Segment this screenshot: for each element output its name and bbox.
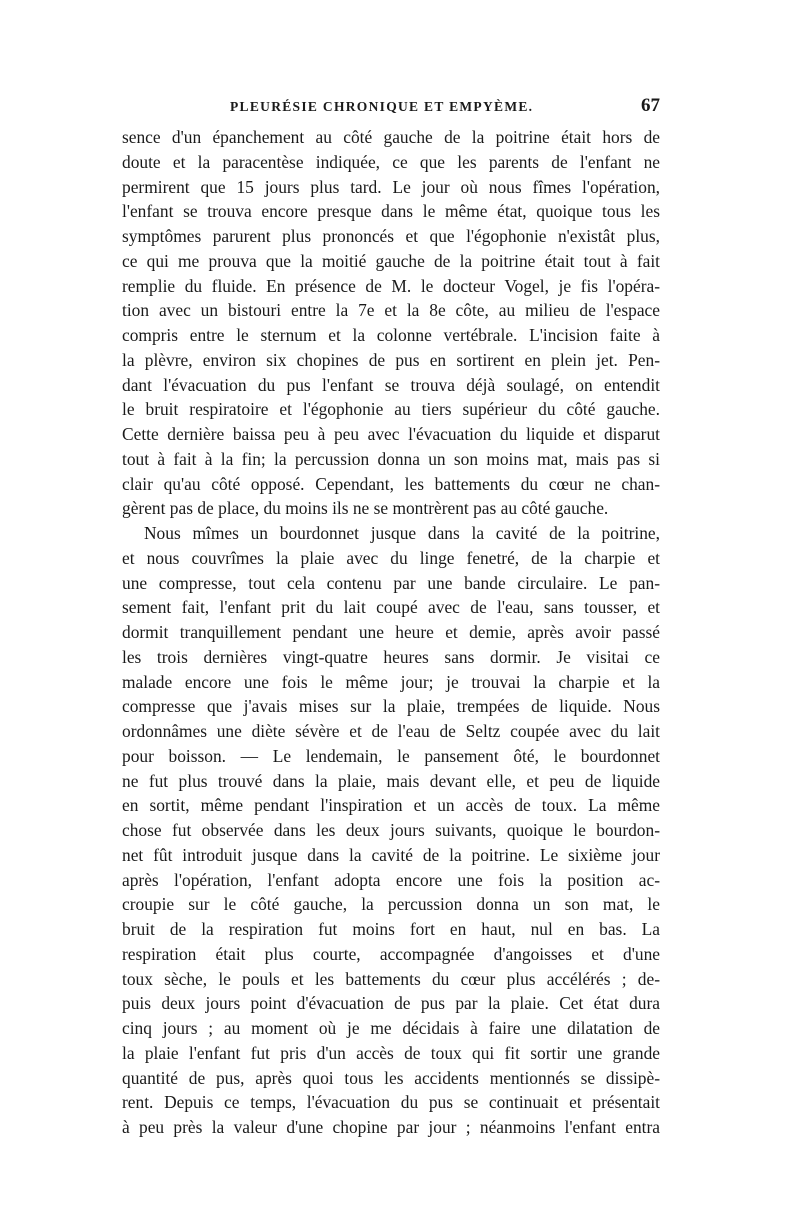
body-text (122, 125, 660, 1140)
text-line: rent. Depuis ce temps, l'évacuation du pus se continuait et présentait (122, 1092, 660, 1113)
text-line: malade encore une fois le même jour; je trouvai la charpie et la (122, 671, 660, 692)
text-line: les trois dernières vingt-quatre heures sans dormir. Je visitai ce (122, 646, 660, 667)
text-line: chose fut observée dans les deux jours suivants, quoique le bourdon- (122, 820, 660, 840)
text-line: le bruit respiratoire et l'égophonie au tiers supérieur du côté gauche. (122, 399, 660, 420)
text-line: la plaie l'enfant fut pris d'un accès de toux qui fit sortir une grande (122, 1042, 660, 1063)
text-line: ordonnâmes une diète sévère et de l'eau de Seltz coupée avec du lait (122, 721, 660, 741)
text-line: quantité de pus, après quoi tous les accidents mentionnés se dissipè- (122, 1067, 660, 1088)
text-line: Cette dernière baissa peu à peu avec l'évacuation du liquide et disparut (122, 424, 660, 444)
text-line: gèrent pas de place, du moins ils ne se montrèrent pas au côté gauche. (122, 498, 609, 519)
page-number: 67 (641, 95, 660, 116)
text-line: à peu près la valeur d'une chopine par jour ; néanmoins l'enfant entra (122, 1117, 660, 1137)
text-line: l'enfant se trouva encore presque dans le même état, quoique tous les (122, 201, 660, 222)
text-line: tout à fait à la fin; la percussion donna un son moins mat, mais pas si (122, 448, 660, 469)
text-line: net fût introduit jusque dans la cavité de la poitrine. Le sixième jour (122, 844, 660, 865)
running-title: PLEURÉSIE CHRONIQUE ET EMPYÈME. (230, 99, 534, 114)
text-line: puis deux jours point d'évacuation de pus par la plaie. Cet état dura (122, 993, 660, 1014)
text-line: ne fut plus trouvé dans la plaie, mais devant elle, et peu de liquide (122, 770, 660, 791)
text-line: doute et la paracentèse indiquée, ce que les parents de l'enfant ne (122, 151, 660, 172)
text-line: dant l'évacuation du pus l'enfant se trouva déjà soulagé, on entendit (122, 374, 660, 395)
text-line: après l'opération, l'enfant adopta encore une fois la position ac- (122, 869, 660, 890)
text-line: symptômes parurent plus prononcés et que l'égophonie n'existât plus, (122, 226, 660, 246)
text-line: bruit de la respiration fut moins fort en haut, nul en bas. La (122, 919, 660, 939)
text-line: tion avec un bistouri entre la 7e et la 8e côte, au milieu de l'espace (122, 300, 660, 321)
text-line: sement fait, l'enfant prit du lait coupé avec de l'eau, sans tousser, et (122, 597, 660, 618)
text-line: croupie sur le côté gauche, la percussion donna un son mat, le (122, 894, 660, 915)
text-line: en sortit, même pendant l'inspiration et un accès de toux. La même (122, 795, 660, 816)
text-line: la plèvre, environ six chopines de pus en sortirent en plein jet. Pen- (122, 349, 660, 370)
text-line: toux sèche, le pouls et les battements du cœur plus accélérés ; de- (122, 968, 660, 989)
text-line: clair qu'au côté opposé. Cependant, les battements du cœur ne chan- (122, 473, 660, 494)
text-line: cinq jours ; au moment où je me décidais à faire une dilatation de (122, 1018, 660, 1038)
text-line: dormit tranquillement pendant une heure et demie, après avoir passé (122, 622, 660, 642)
text-line: compresse que j'avais mises sur la plaie, trempées de liquide. Nous (122, 696, 660, 717)
text-line: permirent que 15 jours plus tard. Le jour où nous fîmes l'opération, (122, 176, 660, 197)
text-line: une compresse, tout cela contenu par une bande circulaire. Le pan- (122, 572, 660, 593)
text-line: et nous couvrîmes la plaie avec du linge fenetré, de la charpie et (122, 547, 660, 568)
text-line: remplie du fluide. En présence de M. le docteur Vogel, je fis l'opéra- (122, 275, 660, 296)
text-line: pour boisson. — Le lendemain, le pansement ôté, le bourdonnet (122, 745, 660, 766)
text-line: Nous mîmes un bourdonnet jusque dans la cavité de la poitrine, (144, 523, 660, 543)
page-header (122, 95, 660, 121)
text-line: compris entre le sternum et la colonne vertébrale. L'incision faite à (122, 325, 660, 345)
text-line: sence d'un épanchement au côté gauche de la poitrine était hors de (122, 127, 660, 147)
text-line: ce qui me prouva que la moitié gauche de la poitrine était tout à fait (122, 250, 660, 271)
text-line: respiration était plus courte, accompagnée d'angoisses et d'une (122, 943, 660, 964)
